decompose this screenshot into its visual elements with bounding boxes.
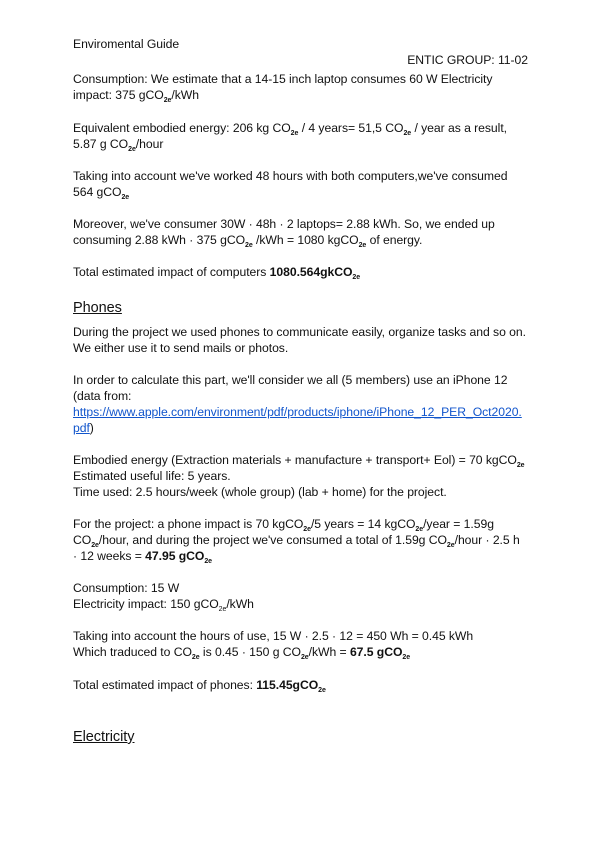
electricity-heading: Electricity [73, 729, 135, 745]
apple-per-link[interactable]: https://www.apple.com/environment/pdf/products/iphone/iPhone_12_PER_Oct2020. [73, 405, 522, 419]
phones-calc-line-1: In order to calculate this part, we'll consider we all (5 members) use an iPhone 12 [73, 373, 508, 387]
computers-worked-line-2: 564 gCO$_{2e}$ [73, 185, 130, 201]
phones-hours-line-1: Taking into account the hours of use, 15 W · 2.5 · 12 = 450 Wh = 0.45 kWh [73, 629, 474, 643]
phones-project-line-3: · 12 weeks = 47.95 gCO$_{2e}$ [73, 549, 213, 565]
link-close-paren: ) [89, 421, 94, 435]
computers-more-line-1: Moreover, we've consumer 30W · 48h · 2 laptops= 2.88 kWh. So, we ended up [73, 217, 495, 231]
computers-embodied-line-1: Equivalent embodied energy: 206 kg $CO_{2e} / 4$ years= 51,5 $CO_{2e}$ / year as a result, [73, 121, 507, 137]
phones-embodied-line: Embodied energy (Extraction materials + manufacture + transport+ Eol) = 70 kgCO$_{2e}$ [73, 453, 525, 469]
phones-intro-line-2: We either use it to send mails or photos. [73, 341, 289, 355]
computers-worked-line-1: Taking into account we've worked 48 hours with both computers,we've consumed [73, 169, 508, 183]
computers-total-line: Total estimated impact of computers 1080.564gkCO$_{2e}$ [73, 265, 361, 281]
phones-consumption-line: Consumption: 15 W [73, 581, 180, 595]
computers-consumption-line-1: Consumption: We estimate that a 14-15 inch laptop consumes 60 W Electricity [73, 72, 493, 86]
computers-more-line-2: consuming 2.88 kWh · 375 gCO$_{2e}$ /kWh = 1080 kgCO$_{2e}$ of energy. [73, 233, 423, 249]
apple-per-link-line-2[interactable] [73, 420, 94, 436]
phones-project-line-1: For the project: a phone impact is 70 kgCO$_{2e}$/5 years = 14 kgCO$_{2e}$/year = 1.59g [73, 517, 494, 533]
computers-consumption-line-2: impact: 375 gCO$_{2e}$/kWh [73, 88, 199, 104]
phones-intro-line-1: During the project we used phones to communicate easily, organize tasks and so on. [73, 325, 526, 339]
phones-calc-line-2: (data from: [73, 389, 132, 403]
apple-per-link-continued[interactable]: pdf [73, 421, 90, 435]
phones-time-used-line: Time used: 2.5 hours/week (whole group) (lab + home) for the project. [73, 485, 447, 499]
phones-heading: Phones [73, 300, 122, 316]
phones-total-line: Total estimated impact of phones: 115.45gCO$_{2e}$ [73, 678, 326, 694]
phones-hours-line-2: Which traduced to $CO_{2e}$ is 0.45 · 150 g $CO_{2e}$/kWh = 67.5 gCO$_{2e}$ [73, 645, 411, 661]
apple-per-link-line-1[interactable] [73, 404, 522, 420]
phones-life-line: Estimated useful life: 5 years. [73, 469, 231, 483]
computers-embodied-line-2: 5.87 g $CO_{2e}$/hour [73, 137, 164, 153]
phones-project-line-2: $CO_{2e}$/hour, and during the project we've consumed a total of 1.59g $CO_{2e}$/hour · 2.5 h [73, 533, 520, 549]
phones-electricity-impact-line: Electricity impact: 150 gCO$_{2e}$/kWh [73, 597, 254, 613]
document-title: Enviromental Guide [73, 37, 180, 51]
group-label: ENTIC GROUP: 11-02 [407, 53, 528, 67]
